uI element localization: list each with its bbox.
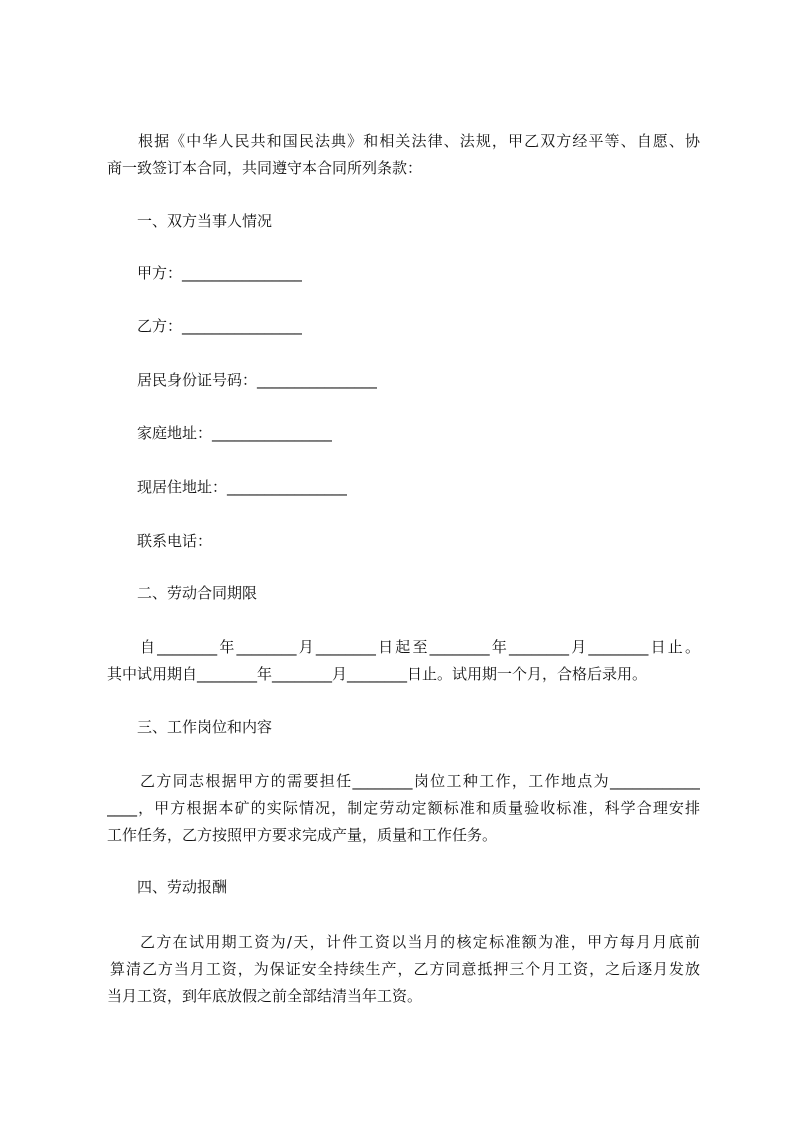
remuneration-line-3: 当月工资，到年底放假之前全部结清当年工资。 <box>107 987 423 1005</box>
contract-term-line-2: 其中试用期自________年________月________日止。试用期一个月，合格后录用。 <box>107 665 648 683</box>
current-address-field: 现居住地址：________________ <box>137 478 348 496</box>
phone-field: 联系电话： <box>137 532 213 550</box>
remuneration-line-2: 算清乙方当月工资，为保证安全持续生产，乙方同意抵押三个月工资，之后逐月发放 <box>110 960 700 978</box>
job-content-line-2: ____，甲方根据本矿的实际情况，制定劳动定额标准和质量验收标准，科学合理安排 <box>107 799 700 817</box>
intro-line-1: 根据《中华人民共和国民法典》和相关法律、法规，甲乙双方经平等、自愿、协 <box>138 132 700 150</box>
job-content-line-1: 乙方同志根据甲方的需要担任________岗位工种工作，工作地点为____________ <box>140 772 700 790</box>
home-address-field: 家庭地址：________________ <box>137 424 333 442</box>
section-3-heading: 三、工作岗位和内容 <box>137 718 273 736</box>
id-number-field: 居民身份证号码：________________ <box>137 371 378 389</box>
remuneration-line-1: 乙方在试用期工资为/天，计件工资以当月的核定标准额为准，甲方每月月底前 <box>140 933 700 951</box>
intro-line-2: 商一致签订本合同，共同遵守本合同所列条款： <box>107 159 423 177</box>
section-1-heading: 一、双方当事人情况 <box>137 212 273 230</box>
section-4-heading: 四、劳动报酬 <box>137 878 228 896</box>
party-a-field: 甲方：________________ <box>137 264 303 282</box>
party-b-field: 乙方：________________ <box>137 317 303 335</box>
contract-term-line-1: 自________年________月________日起至________年________月________日止。 <box>140 638 700 656</box>
job-content-line-3: 工作任务，乙方按照甲方要求完成产量，质量和工作任务。 <box>107 826 498 844</box>
section-2-heading: 二、劳动合同期限 <box>137 584 258 602</box>
